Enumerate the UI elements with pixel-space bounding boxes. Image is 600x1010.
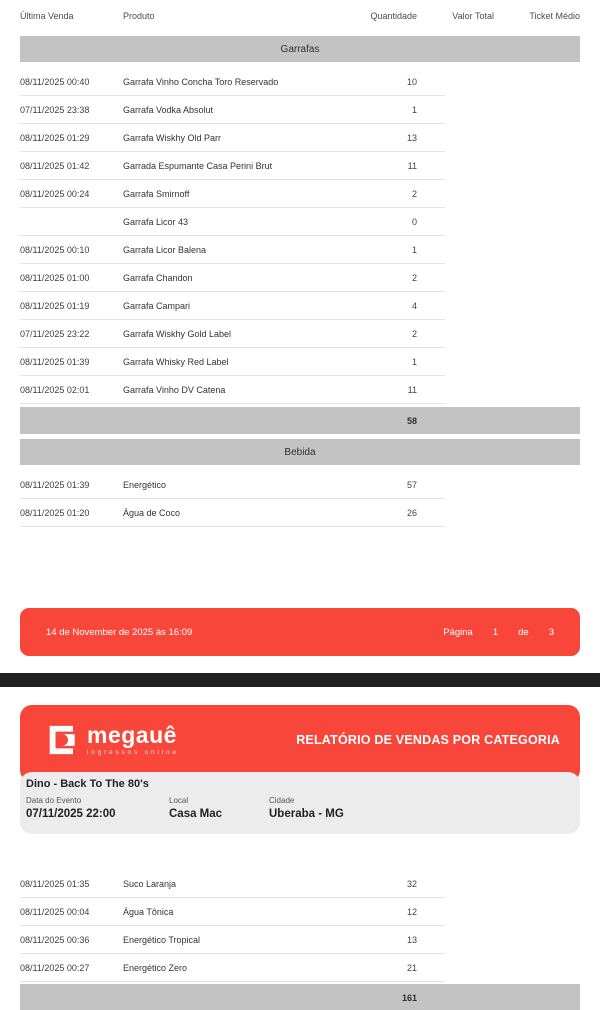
table-header-row — [20, 0, 580, 31]
cell-product: Garrafa Wiskhy Old Parr — [123, 132, 222, 143]
table-row — [20, 870, 445, 898]
cell-quantity: 21 — [406, 962, 417, 973]
cell-product: Suco Laranja — [123, 878, 177, 889]
event-name: Dino - Back To The 80's — [26, 778, 149, 790]
category-total-value: 161 — [401, 992, 417, 1003]
brand-text — [87, 723, 179, 756]
cell-quantity: 13 — [406, 934, 417, 945]
cell-last-sale: 08/11/2025 02:01 — [20, 384, 90, 395]
cell-product: Garrafa Vinho Concha Toro Reservado — [123, 76, 279, 87]
cell-last-sale: 07/11/2025 23:22 — [20, 328, 90, 339]
brand-logo — [48, 723, 179, 757]
cell-last-sale: 08/11/2025 01:29 — [20, 132, 90, 143]
column-header-total-value: Valor Total — [452, 10, 494, 21]
cell-last-sale: 08/11/2025 01:39 — [20, 356, 90, 367]
brand-tagline: ingressos online — [87, 749, 179, 756]
page-2-rows — [20, 870, 580, 982]
event-field-venue — [169, 796, 269, 820]
cell-last-sale: 08/11/2025 00:10 — [20, 244, 90, 255]
cell-quantity: 4 — [411, 300, 417, 311]
page-2-table — [20, 870, 580, 1010]
field-label: Cidade — [269, 796, 295, 805]
cell-last-sale: 08/11/2025 00:40 — [20, 76, 90, 87]
page-of-label: de — [518, 626, 529, 638]
cell-product: Garrada Espumante Casa Perini Brut — [123, 160, 273, 171]
table-row — [20, 348, 445, 376]
category-total-band — [20, 984, 580, 1010]
cell-quantity: 1 — [411, 104, 417, 115]
event-fields — [26, 796, 570, 820]
cell-last-sale: 08/11/2025 01:20 — [20, 507, 90, 518]
cell-quantity: 12 — [406, 906, 417, 917]
page-separator — [0, 673, 600, 687]
cell-product: Garrafa Licor 43 — [123, 216, 189, 227]
cell-product: Garrafa Smirnoff — [123, 188, 190, 199]
cell-quantity: 10 — [406, 76, 417, 87]
cell-last-sale: 08/11/2025 00:04 — [20, 906, 90, 917]
category-total-value: 58 — [406, 415, 417, 426]
event-field-city — [269, 796, 344, 820]
field-value: Casa Mac — [169, 808, 223, 820]
cell-quantity: 0 — [411, 216, 417, 227]
page-indicator — [423, 627, 554, 638]
cell-quantity: 57 — [406, 479, 417, 490]
table-row — [20, 320, 445, 348]
cell-quantity: 11 — [407, 384, 417, 395]
category-total-band — [20, 407, 580, 434]
cell-product: Energético Tropical — [123, 934, 201, 945]
cell-product: Garrafa Licor Balena — [123, 244, 207, 255]
bebida-rows — [20, 471, 580, 527]
field-value: 07/11/2025 22:00 — [26, 808, 116, 820]
column-header-product: Produto — [123, 10, 155, 21]
table-row — [20, 954, 445, 982]
megaue-logo-icon — [48, 723, 78, 757]
cell-quantity: 2 — [411, 328, 417, 339]
table-row — [20, 208, 445, 236]
column-header-last-sale: Última Venda — [20, 10, 74, 21]
cell-quantity: 1 — [411, 356, 417, 367]
garrafas-rows — [20, 68, 580, 404]
cell-last-sale: 08/11/2025 00:24 — [20, 188, 90, 199]
brand-name: megauê — [87, 722, 177, 748]
cell-last-sale: 07/11/2025 23:38 — [20, 104, 90, 115]
cell-quantity: 1 — [411, 244, 417, 255]
table-row — [20, 264, 445, 292]
cell-product: Energético — [123, 479, 167, 490]
table-row — [20, 471, 445, 499]
table-row — [20, 124, 445, 152]
cell-product: Garrafa Wiskhy Gold Label — [123, 328, 232, 339]
cell-product: Energético Zero — [123, 962, 188, 973]
cell-product: Garrafa Whisky Red Label — [123, 356, 229, 367]
page-current: 1 — [492, 626, 499, 638]
cell-quantity: 13 — [406, 132, 417, 143]
event-info-card — [20, 772, 580, 834]
cell-product: Água Tônica — [123, 906, 174, 917]
cell-product: Garrafa Campari — [123, 300, 191, 311]
event-field-date — [26, 796, 169, 820]
report-footer-bar — [20, 608, 580, 656]
cell-product: Garrafa Vinho DV Catena — [123, 384, 226, 395]
table-row — [20, 180, 445, 208]
table-row — [20, 236, 445, 264]
report-header-bar — [20, 705, 580, 782]
cell-quantity: 26 — [406, 507, 417, 518]
table-row — [20, 926, 445, 954]
field-value: Uberaba - MG — [269, 808, 344, 820]
table-row — [20, 292, 445, 320]
table-row — [20, 376, 445, 404]
table-row — [20, 68, 445, 96]
category-band-garrafas: Garrafas — [20, 36, 580, 62]
generated-timestamp: 14 de November de 2025 às 16:09 — [46, 626, 193, 638]
cell-last-sale: 08/11/2025 01:19 — [20, 300, 90, 311]
cell-last-sale: 08/11/2025 00:27 — [20, 962, 90, 973]
column-header-avg-ticket: Ticket Médio — [529, 10, 580, 21]
cell-last-sale: 08/11/2025 00:36 — [20, 934, 90, 945]
cell-product: Água de Coco — [123, 507, 181, 518]
report-title: RELATÓRIO DE VENDAS POR CATEGORIA — [296, 732, 560, 747]
page-label: Página — [443, 626, 473, 638]
table-row — [20, 96, 445, 124]
table-row — [20, 898, 445, 926]
column-header-quantity: Quantidade — [370, 10, 417, 21]
cell-last-sale: 08/11/2025 01:39 — [20, 479, 90, 490]
page-total-count: 3 — [548, 626, 554, 638]
category-band-bebida: Bebida — [20, 439, 580, 465]
table-row — [20, 499, 445, 527]
cell-quantity: 32 — [406, 878, 417, 889]
cell-product: Garrafa Chandon — [123, 272, 193, 283]
cell-last-sale: 08/11/2025 01:42 — [20, 160, 90, 171]
table-row — [20, 152, 445, 180]
cell-last-sale: 08/11/2025 01:00 — [20, 272, 90, 283]
field-label: Local — [169, 796, 189, 805]
cell-quantity: 2 — [411, 188, 417, 199]
cell-product: Garrafa Vodka Absolut — [123, 104, 214, 115]
page-1-table — [20, 0, 580, 527]
field-label: Data do Evento — [26, 796, 82, 805]
cell-quantity: 2 — [411, 272, 417, 283]
cell-quantity: 11 — [407, 160, 417, 171]
cell-last-sale: 08/11/2025 01:35 — [20, 878, 90, 889]
